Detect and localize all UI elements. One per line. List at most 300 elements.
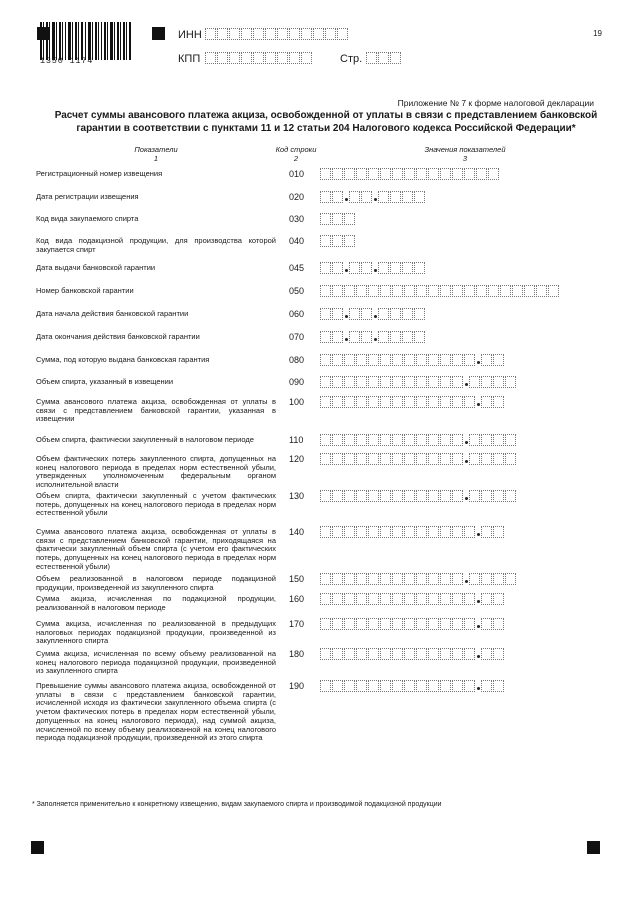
input-cell[interactable]	[356, 168, 367, 180]
input-cell[interactable]	[392, 354, 403, 366]
input-cell[interactable]	[404, 285, 415, 297]
input-cell[interactable]	[356, 376, 367, 388]
input-cell[interactable]	[481, 453, 492, 465]
input-cell[interactable]	[440, 573, 451, 585]
input-cell[interactable]	[390, 52, 401, 64]
input-cell[interactable]	[404, 376, 415, 388]
input-cell[interactable]	[493, 526, 504, 538]
input-cell[interactable]	[392, 285, 403, 297]
input-cell[interactable]	[368, 396, 379, 408]
input-cell[interactable]	[464, 396, 475, 408]
input-cell[interactable]	[505, 490, 516, 502]
input-cell[interactable]	[481, 376, 492, 388]
input-cell[interactable]	[332, 490, 343, 502]
input-cell[interactable]	[332, 680, 343, 692]
input-cell[interactable]	[332, 376, 343, 388]
input-cell[interactable]	[380, 526, 391, 538]
input-cell[interactable]	[332, 354, 343, 366]
input-cell[interactable]	[356, 396, 367, 408]
input-cell[interactable]	[380, 680, 391, 692]
input-cell[interactable]	[505, 434, 516, 446]
input-cell[interactable]	[332, 191, 343, 203]
input-cell[interactable]	[356, 593, 367, 605]
input-cell[interactable]	[368, 618, 379, 630]
input-cell[interactable]	[368, 434, 379, 446]
input-cell[interactable]	[241, 52, 252, 64]
input-cell[interactable]	[488, 168, 499, 180]
input-cell[interactable]	[416, 168, 427, 180]
input-cell[interactable]	[428, 168, 439, 180]
input-cell[interactable]	[361, 262, 372, 274]
input-cell[interactable]	[344, 526, 355, 538]
input-cell[interactable]	[464, 354, 475, 366]
input-cell[interactable]	[414, 191, 425, 203]
input-cell[interactable]	[493, 434, 504, 446]
input-cell[interactable]	[500, 285, 511, 297]
input-cell[interactable]	[361, 308, 372, 320]
input-cell[interactable]	[440, 434, 451, 446]
input-cell[interactable]	[493, 453, 504, 465]
value-field-070[interactable]	[320, 331, 426, 343]
input-cell[interactable]	[332, 396, 343, 408]
input-cell[interactable]	[488, 285, 499, 297]
input-cell[interactable]	[481, 593, 492, 605]
value-field-100[interactable]	[320, 396, 505, 408]
input-cell[interactable]	[392, 490, 403, 502]
input-cell[interactable]	[428, 434, 439, 446]
input-cell[interactable]	[428, 680, 439, 692]
input-cell[interactable]	[356, 680, 367, 692]
input-cell[interactable]	[205, 52, 216, 64]
input-cell[interactable]	[361, 331, 372, 343]
input-cell[interactable]	[404, 593, 415, 605]
input-cell[interactable]	[332, 308, 343, 320]
input-cell[interactable]	[344, 573, 355, 585]
input-cell[interactable]	[320, 396, 331, 408]
input-cell[interactable]	[493, 354, 504, 366]
input-cell[interactable]	[378, 52, 389, 64]
input-cell[interactable]	[344, 593, 355, 605]
input-cell[interactable]	[332, 593, 343, 605]
input-cell[interactable]	[368, 376, 379, 388]
input-cell[interactable]	[378, 262, 389, 274]
input-cell[interactable]	[404, 680, 415, 692]
input-cell[interactable]	[476, 285, 487, 297]
input-cell[interactable]	[452, 593, 463, 605]
input-cell[interactable]	[368, 648, 379, 660]
input-cell[interactable]	[344, 285, 355, 297]
input-cell[interactable]	[440, 526, 451, 538]
input-cell[interactable]	[217, 28, 228, 40]
input-cell[interactable]	[349, 191, 360, 203]
input-cell[interactable]	[392, 648, 403, 660]
input-cell[interactable]	[464, 593, 475, 605]
input-cell[interactable]	[390, 331, 401, 343]
input-cell[interactable]	[392, 618, 403, 630]
input-cell[interactable]	[404, 573, 415, 585]
input-cell[interactable]	[404, 618, 415, 630]
value-field-120[interactable]	[320, 453, 517, 465]
input-cell[interactable]	[440, 593, 451, 605]
input-cell[interactable]	[320, 354, 331, 366]
input-cell[interactable]	[481, 490, 492, 502]
input-cell[interactable]	[320, 618, 331, 630]
input-cell[interactable]	[548, 285, 559, 297]
input-cell[interactable]	[414, 308, 425, 320]
input-cell[interactable]	[332, 526, 343, 538]
input-cell[interactable]	[392, 396, 403, 408]
input-cell[interactable]	[428, 526, 439, 538]
input-cell[interactable]	[320, 331, 331, 343]
input-cell[interactable]	[469, 490, 480, 502]
input-cell[interactable]	[404, 434, 415, 446]
input-cell[interactable]	[380, 396, 391, 408]
input-cell[interactable]	[428, 593, 439, 605]
input-cell[interactable]	[404, 490, 415, 502]
input-cell[interactable]	[368, 168, 379, 180]
input-cell[interactable]	[368, 453, 379, 465]
input-cell[interactable]	[428, 396, 439, 408]
input-cell[interactable]	[390, 191, 401, 203]
input-cell[interactable]	[356, 354, 367, 366]
value-field-090[interactable]	[320, 376, 517, 388]
input-cell[interactable]	[332, 331, 343, 343]
input-cell[interactable]	[469, 453, 480, 465]
input-cell[interactable]	[416, 453, 427, 465]
input-cell[interactable]	[428, 376, 439, 388]
input-cell[interactable]	[416, 618, 427, 630]
input-cell[interactable]	[356, 526, 367, 538]
input-cell[interactable]	[356, 490, 367, 502]
input-cell[interactable]	[368, 285, 379, 297]
input-cell[interactable]	[392, 376, 403, 388]
input-cell[interactable]	[344, 680, 355, 692]
input-cell[interactable]	[380, 490, 391, 502]
input-cell[interactable]	[481, 573, 492, 585]
input-cell[interactable]	[277, 28, 288, 40]
input-cell[interactable]	[320, 285, 331, 297]
input-cell[interactable]	[505, 453, 516, 465]
input-cell[interactable]	[440, 168, 451, 180]
input-cell[interactable]	[392, 453, 403, 465]
input-cell[interactable]	[493, 376, 504, 388]
input-cell[interactable]	[452, 573, 463, 585]
input-cell[interactable]	[505, 573, 516, 585]
input-cell[interactable]	[440, 618, 451, 630]
input-cell[interactable]	[332, 648, 343, 660]
input-cell[interactable]	[440, 285, 451, 297]
input-cell[interactable]	[368, 593, 379, 605]
input-cell[interactable]	[320, 453, 331, 465]
input-cell[interactable]	[469, 376, 480, 388]
input-cell[interactable]	[289, 28, 300, 40]
input-cell[interactable]	[344, 213, 355, 225]
input-cell[interactable]	[332, 434, 343, 446]
input-cell[interactable]	[464, 618, 475, 630]
input-cell[interactable]	[452, 354, 463, 366]
input-cell[interactable]	[493, 593, 504, 605]
input-cell[interactable]	[241, 28, 252, 40]
input-cell[interactable]	[452, 680, 463, 692]
input-cell[interactable]	[356, 573, 367, 585]
input-cell[interactable]	[349, 331, 360, 343]
value-field-150[interactable]	[320, 573, 517, 585]
input-cell[interactable]	[380, 573, 391, 585]
input-cell[interactable]	[392, 526, 403, 538]
input-cell[interactable]	[332, 213, 343, 225]
input-cell[interactable]	[440, 453, 451, 465]
input-cell[interactable]	[368, 573, 379, 585]
input-cell[interactable]	[368, 526, 379, 538]
input-cell[interactable]	[493, 490, 504, 502]
input-cell[interactable]	[301, 52, 312, 64]
input-cell[interactable]	[344, 235, 355, 247]
input-cell[interactable]	[344, 648, 355, 660]
input-cell[interactable]	[493, 573, 504, 585]
input-cell[interactable]	[361, 191, 372, 203]
input-cell[interactable]	[469, 573, 480, 585]
input-cell[interactable]	[390, 262, 401, 274]
input-cell[interactable]	[332, 573, 343, 585]
input-cell[interactable]	[416, 490, 427, 502]
input-cell[interactable]	[476, 168, 487, 180]
input-cell[interactable]	[320, 680, 331, 692]
input-cell[interactable]	[481, 648, 492, 660]
input-cell[interactable]	[344, 354, 355, 366]
input-cell[interactable]	[493, 680, 504, 692]
input-cell[interactable]	[380, 593, 391, 605]
input-cell[interactable]	[320, 490, 331, 502]
value-field-010[interactable]	[320, 168, 500, 180]
input-cell[interactable]	[380, 618, 391, 630]
input-cell[interactable]	[392, 434, 403, 446]
value-field-060[interactable]	[320, 308, 426, 320]
input-cell[interactable]	[253, 28, 264, 40]
input-cell[interactable]	[404, 526, 415, 538]
input-cell[interactable]	[416, 376, 427, 388]
kpp-field[interactable]	[205, 52, 313, 64]
input-cell[interactable]	[416, 434, 427, 446]
input-cell[interactable]	[337, 28, 348, 40]
input-cell[interactable]	[356, 453, 367, 465]
input-cell[interactable]	[404, 648, 415, 660]
page-field[interactable]	[366, 52, 402, 64]
input-cell[interactable]	[402, 331, 413, 343]
input-cell[interactable]	[440, 396, 451, 408]
value-field-080[interactable]	[320, 354, 505, 366]
input-cell[interactable]	[368, 354, 379, 366]
input-cell[interactable]	[380, 354, 391, 366]
input-cell[interactable]	[332, 262, 343, 274]
input-cell[interactable]	[380, 285, 391, 297]
input-cell[interactable]	[493, 396, 504, 408]
input-cell[interactable]	[416, 593, 427, 605]
input-cell[interactable]	[392, 680, 403, 692]
value-field-170[interactable]	[320, 618, 505, 630]
input-cell[interactable]	[320, 191, 331, 203]
value-field-140[interactable]	[320, 526, 505, 538]
input-cell[interactable]	[505, 376, 516, 388]
input-cell[interactable]	[493, 618, 504, 630]
input-cell[interactable]	[320, 573, 331, 585]
input-cell[interactable]	[253, 52, 264, 64]
input-cell[interactable]	[277, 52, 288, 64]
input-cell[interactable]	[452, 396, 463, 408]
input-cell[interactable]	[414, 331, 425, 343]
input-cell[interactable]	[349, 308, 360, 320]
input-cell[interactable]	[464, 168, 475, 180]
input-cell[interactable]	[332, 168, 343, 180]
input-cell[interactable]	[229, 52, 240, 64]
input-cell[interactable]	[440, 648, 451, 660]
input-cell[interactable]	[392, 168, 403, 180]
input-cell[interactable]	[440, 376, 451, 388]
value-field-020[interactable]	[320, 191, 426, 203]
input-cell[interactable]	[380, 453, 391, 465]
inn-field[interactable]	[205, 28, 349, 40]
input-cell[interactable]	[404, 168, 415, 180]
input-cell[interactable]	[320, 376, 331, 388]
value-field-030[interactable]	[320, 213, 356, 225]
input-cell[interactable]	[344, 396, 355, 408]
input-cell[interactable]	[332, 618, 343, 630]
input-cell[interactable]	[469, 434, 480, 446]
value-field-110[interactable]	[320, 434, 517, 446]
input-cell[interactable]	[524, 285, 535, 297]
input-cell[interactable]	[512, 285, 523, 297]
input-cell[interactable]	[344, 453, 355, 465]
input-cell[interactable]	[368, 680, 379, 692]
input-cell[interactable]	[320, 235, 331, 247]
input-cell[interactable]	[402, 308, 413, 320]
value-field-040[interactable]	[320, 235, 356, 247]
input-cell[interactable]	[452, 168, 463, 180]
input-cell[interactable]	[320, 213, 331, 225]
input-cell[interactable]	[481, 354, 492, 366]
input-cell[interactable]	[356, 434, 367, 446]
input-cell[interactable]	[416, 396, 427, 408]
input-cell[interactable]	[440, 680, 451, 692]
input-cell[interactable]	[404, 354, 415, 366]
input-cell[interactable]	[481, 680, 492, 692]
input-cell[interactable]	[380, 434, 391, 446]
input-cell[interactable]	[404, 453, 415, 465]
input-cell[interactable]	[416, 573, 427, 585]
value-field-045[interactable]	[320, 262, 426, 274]
input-cell[interactable]	[344, 490, 355, 502]
input-cell[interactable]	[301, 28, 312, 40]
value-field-050[interactable]	[320, 285, 560, 297]
input-cell[interactable]	[320, 308, 331, 320]
value-field-180[interactable]	[320, 648, 505, 660]
input-cell[interactable]	[378, 331, 389, 343]
input-cell[interactable]	[452, 648, 463, 660]
input-cell[interactable]	[332, 235, 343, 247]
input-cell[interactable]	[428, 573, 439, 585]
input-cell[interactable]	[265, 28, 276, 40]
input-cell[interactable]	[481, 396, 492, 408]
input-cell[interactable]	[344, 168, 355, 180]
input-cell[interactable]	[452, 490, 463, 502]
input-cell[interactable]	[416, 648, 427, 660]
input-cell[interactable]	[452, 618, 463, 630]
input-cell[interactable]	[349, 262, 360, 274]
input-cell[interactable]	[392, 573, 403, 585]
input-cell[interactable]	[404, 396, 415, 408]
input-cell[interactable]	[356, 285, 367, 297]
input-cell[interactable]	[289, 52, 300, 64]
input-cell[interactable]	[378, 191, 389, 203]
input-cell[interactable]	[320, 648, 331, 660]
input-cell[interactable]	[493, 648, 504, 660]
input-cell[interactable]	[265, 52, 276, 64]
input-cell[interactable]	[390, 308, 401, 320]
input-cell[interactable]	[313, 28, 324, 40]
input-cell[interactable]	[416, 354, 427, 366]
input-cell[interactable]	[320, 526, 331, 538]
input-cell[interactable]	[356, 648, 367, 660]
input-cell[interactable]	[356, 618, 367, 630]
input-cell[interactable]	[217, 52, 228, 64]
input-cell[interactable]	[380, 376, 391, 388]
input-cell[interactable]	[452, 453, 463, 465]
value-field-190[interactable]	[320, 680, 505, 692]
input-cell[interactable]	[452, 434, 463, 446]
input-cell[interactable]	[325, 28, 336, 40]
input-cell[interactable]	[392, 593, 403, 605]
input-cell[interactable]	[464, 648, 475, 660]
input-cell[interactable]	[320, 262, 331, 274]
input-cell[interactable]	[428, 618, 439, 630]
input-cell[interactable]	[440, 490, 451, 502]
input-cell[interactable]	[344, 376, 355, 388]
input-cell[interactable]	[414, 262, 425, 274]
input-cell[interactable]	[428, 354, 439, 366]
input-cell[interactable]	[428, 490, 439, 502]
input-cell[interactable]	[378, 308, 389, 320]
input-cell[interactable]	[332, 453, 343, 465]
input-cell[interactable]	[464, 285, 475, 297]
input-cell[interactable]	[380, 168, 391, 180]
input-cell[interactable]	[320, 593, 331, 605]
input-cell[interactable]	[416, 680, 427, 692]
value-field-160[interactable]	[320, 593, 505, 605]
input-cell[interactable]	[320, 434, 331, 446]
input-cell[interactable]	[452, 376, 463, 388]
input-cell[interactable]	[440, 354, 451, 366]
input-cell[interactable]	[402, 191, 413, 203]
input-cell[interactable]	[452, 285, 463, 297]
value-field-130[interactable]	[320, 490, 517, 502]
input-cell[interactable]	[368, 490, 379, 502]
input-cell[interactable]	[428, 648, 439, 660]
input-cell[interactable]	[344, 618, 355, 630]
input-cell[interactable]	[229, 28, 240, 40]
input-cell[interactable]	[481, 618, 492, 630]
input-cell[interactable]	[452, 526, 463, 538]
input-cell[interactable]	[481, 526, 492, 538]
input-cell[interactable]	[366, 52, 377, 64]
input-cell[interactable]	[416, 285, 427, 297]
input-cell[interactable]	[344, 434, 355, 446]
input-cell[interactable]	[428, 453, 439, 465]
input-cell[interactable]	[380, 648, 391, 660]
input-cell[interactable]	[428, 285, 439, 297]
input-cell[interactable]	[402, 262, 413, 274]
input-cell[interactable]	[536, 285, 547, 297]
input-cell[interactable]	[464, 526, 475, 538]
input-cell[interactable]	[416, 526, 427, 538]
